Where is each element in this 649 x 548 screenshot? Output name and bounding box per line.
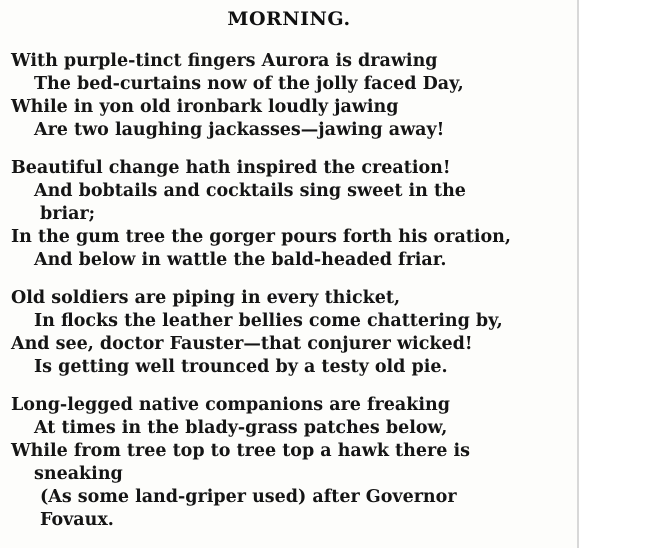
column-divider [577,0,579,548]
stanza-4 [11,394,571,532]
poem-line: While from tree top to tree top a hawk there is [11,441,470,461]
poem-line: And see, doctor Fauster—that conjurer wicked! [11,334,473,354]
poem-body [11,50,571,547]
stanza-2 [11,157,571,272]
poem-line: Fovaux. [40,510,114,530]
stanza-3 [11,287,571,379]
poem-line: Long-legged native companions are freaking [11,395,450,415]
poem-line: Beautiful change hath inspired the creation! [11,158,451,178]
poem-line: Is getting well trounced by a testy old pie. [34,357,448,377]
poem-line: And bobtails and cocktails sing sweet in the [34,181,466,201]
poem-title: MORNING. [227,8,351,30]
poem-line: (As some land-griper used) after Governor [40,487,457,507]
poem-line: At times in the blady-grass patches below, [34,418,448,438]
poem-line: And below in wattle the bald-headed friar. [34,250,447,270]
poem-line: While in yon old ironbark loudly jawing [11,97,399,117]
poem-line: In the gum tree the gorger pours forth his oration, [11,227,511,247]
stanza-1 [11,50,571,142]
poem-line: Old soldiers are piping in every thicket, [11,288,401,308]
poem-line: The bed-curtains now of the jolly faced Day, [34,74,464,94]
poem-line: briar; [40,204,96,224]
poem-line: Are two laughing jackasses—jawing away! [34,120,445,140]
poem-line: In flocks the leather bellies come chattering by, [34,311,503,331]
poem-line: sneaking [34,464,123,484]
poem-line: With purple-tinct fingers Aurora is drawing [11,51,438,71]
